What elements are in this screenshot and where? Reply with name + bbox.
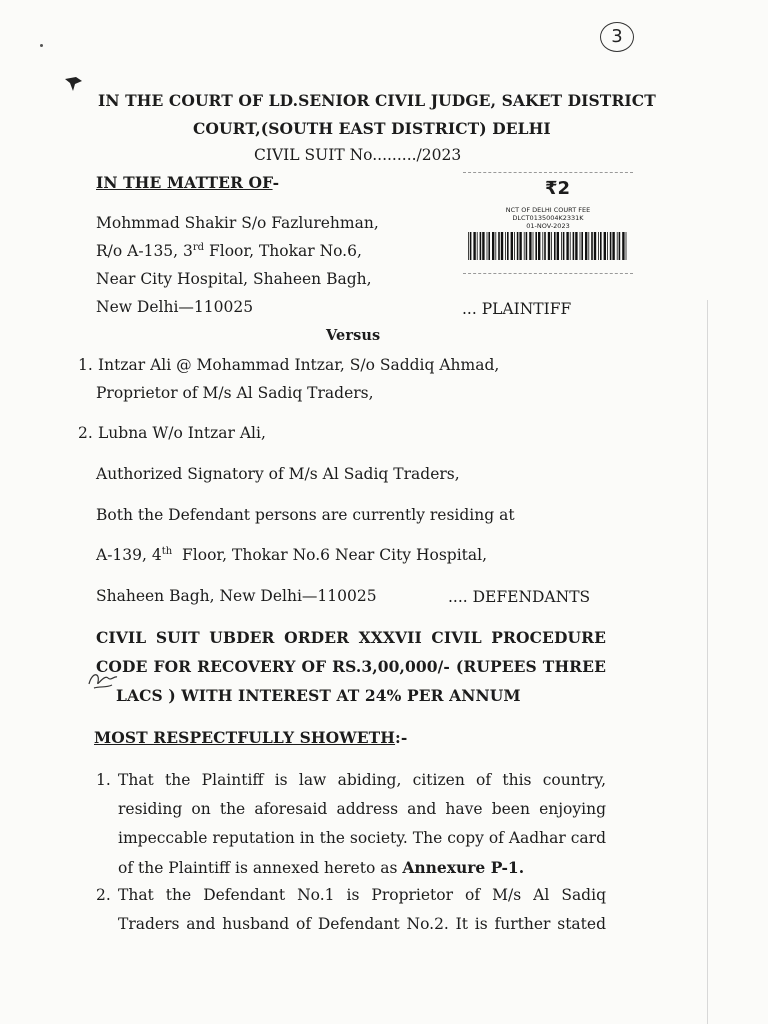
barcode-bar — [580, 232, 581, 260]
barcode-bar — [535, 232, 537, 260]
barcode-bar — [495, 232, 496, 260]
barcode-bar — [473, 232, 475, 260]
matter-heading-dash: - — [272, 173, 280, 192]
initials-scribble-icon — [86, 668, 120, 692]
barcode-bar — [626, 232, 627, 260]
barcode-bar — [480, 232, 482, 260]
barcode-bar — [570, 232, 571, 260]
barcode-bar — [498, 232, 500, 260]
defendant1-line1: Intzar Ali @ Mohammad Intzar, S/o Saddiq Ahmad, — [98, 356, 500, 374]
barcode-bar — [517, 232, 519, 260]
para1-number: 1. — [96, 771, 111, 789]
barcode-bar — [600, 232, 602, 260]
defendants-address-line2: Shaheen Bagh, New Delhi—110025 — [96, 587, 377, 605]
barcode-bar — [548, 232, 550, 260]
barcode-bar — [538, 232, 540, 260]
barcode-bar — [588, 232, 589, 260]
barcode-bar — [554, 232, 556, 260]
barcode-bar — [511, 232, 513, 260]
barcode-bar — [610, 232, 612, 260]
barcode-bar — [542, 232, 543, 260]
barcode-bar — [519, 232, 521, 260]
stamp-amount: ₹2 — [545, 178, 571, 199]
defendants-address-line1 — [96, 546, 487, 564]
para1-line2: residing on the aforesaid address and have been enjoying — [118, 800, 606, 818]
matter-heading — [96, 173, 279, 192]
barcode-bar — [557, 232, 559, 260]
defendants-address-sup: th — [161, 546, 173, 557]
suit-title-line2: CODE FOR RECOVERY OF RS.3,00,000/- (RUPEES THREE — [96, 657, 606, 676]
barcode-bar — [505, 232, 506, 260]
barcode-bar — [533, 232, 534, 260]
court-heading-line2: COURT,(SOUTH EAST DISTRICT) DELHI — [193, 119, 551, 138]
barcode-bar — [487, 232, 488, 260]
defendant1-line2: Proprietor of M/s Al Sadiq Traders, — [96, 384, 374, 402]
para1-line3: impeccable reputation in the society. The copy of Aadhar card — [118, 829, 606, 847]
para1-line1: That the Plaintiff is law abiding, citizen of this country, — [118, 771, 606, 789]
stamp-code: DLCT0135004K2331K — [512, 214, 584, 222]
plaintiff-address-line2: Near City Hospital, Shaheen Bagh, — [96, 270, 372, 288]
showeth-heading-text: MOST RESPECTFULLY SHOWETH — [94, 728, 396, 747]
barcode-bar — [607, 232, 608, 260]
barcode-bar — [524, 232, 525, 260]
suit-title-line3: LACS ) WITH INTEREST AT 24% PER ANNUM — [116, 686, 521, 705]
barcode-bar — [507, 232, 509, 260]
barcode-bar — [492, 232, 494, 260]
showeth-heading — [94, 728, 407, 747]
barcode-bar — [470, 232, 472, 260]
plaintiff-address-line1 — [96, 242, 362, 260]
barcode-bar — [482, 232, 484, 260]
plaintiff-address-post: Floor, Thokar No.6, — [204, 242, 362, 261]
suit-number: CIVIL SUIT No........./2023 — [254, 146, 462, 164]
barcode-bar — [477, 232, 478, 260]
stamp-authority: NCT OF DELHI COURT FEE — [505, 206, 591, 214]
scan-edge-line — [707, 300, 708, 1024]
para2-line2: Traders and husband of Defendant No.2. It is further stated — [118, 915, 606, 933]
pen-mark-icon — [64, 76, 84, 92]
barcode-bar — [591, 232, 593, 260]
barcode-bar — [612, 232, 614, 260]
barcode-bar — [566, 232, 568, 260]
page-number: 3 — [600, 22, 634, 52]
barcode-bar — [468, 232, 469, 260]
annexure-reference: Annexure P-1. — [402, 858, 525, 877]
barcode-bar — [573, 232, 575, 260]
defendant2-line2: Authorized Signatory of M/s Al Sadiq Traders, — [96, 465, 460, 483]
defendants-residence-line: Both the Defendant persons are currently residing at — [96, 506, 515, 524]
defendants-address-pre: A-139, 4 — [96, 546, 162, 565]
court-heading-line1: IN THE COURT OF LD.SENIOR CIVIL JUDGE, SAKET DISTRICT — [98, 91, 656, 110]
versus-label: Versus — [326, 327, 381, 344]
barcode-icon — [468, 232, 628, 260]
plaintiff-name: Mohmmad Shakir S/o Fazlurehman, — [96, 214, 379, 232]
barcode-bar — [514, 232, 515, 260]
suit-title-line1: CIVIL SUIT UBDER ORDER XXXVII CIVIL PROCEDURE — [96, 628, 606, 647]
barcode-bar — [604, 232, 606, 260]
barcode-bar — [622, 232, 624, 260]
plaintiff-role: ... PLAINTIFF — [462, 300, 572, 318]
defendant2-number: 2. — [78, 424, 93, 442]
matter-heading-text: IN THE MATTER OF — [96, 173, 273, 192]
defendant2-line1: Lubna W/o Intzar Ali, — [98, 424, 266, 442]
para1-line4-text: of the Plaintiff is annexed hereto as — [118, 859, 403, 877]
court-fee-stamp — [463, 172, 633, 272]
barcode-bar — [594, 232, 596, 260]
plaintiff-address-pre: R/o A-135, 3 — [96, 242, 193, 261]
barcode-bar — [551, 232, 552, 260]
barcode-bar — [563, 232, 565, 260]
barcode-bar — [598, 232, 599, 260]
barcode-bar — [575, 232, 577, 260]
barcode-bar — [585, 232, 587, 260]
barcode-bar — [544, 232, 546, 260]
barcode-bar — [617, 232, 618, 260]
barcode-bar — [619, 232, 621, 260]
barcode-bar — [561, 232, 562, 260]
barcode-bar — [526, 232, 528, 260]
stamp-date: 01-NOV-2023 — [526, 222, 570, 230]
barcode-bar — [501, 232, 503, 260]
barcode-bar — [581, 232, 583, 260]
defendants-address-post: Floor, Thokar No.6 Near City Hospital, — [172, 546, 488, 565]
showeth-suffix: :- — [395, 728, 408, 747]
para2-line1: That the Defendant No.1 is Proprietor of M/s Al Sadiq — [118, 886, 606, 904]
defendant1-number: 1. — [78, 356, 93, 374]
plaintiff-address-sup: rd — [192, 242, 205, 253]
barcode-bar — [529, 232, 531, 260]
para1-line4 — [118, 858, 524, 877]
defendants-role: .... DEFENDANTS — [448, 588, 591, 606]
scan-mark — [40, 44, 43, 47]
barcode-bar — [488, 232, 490, 260]
plaintiff-address-line3: New Delhi—110025 — [96, 298, 254, 316]
para2-number: 2. — [96, 886, 111, 904]
